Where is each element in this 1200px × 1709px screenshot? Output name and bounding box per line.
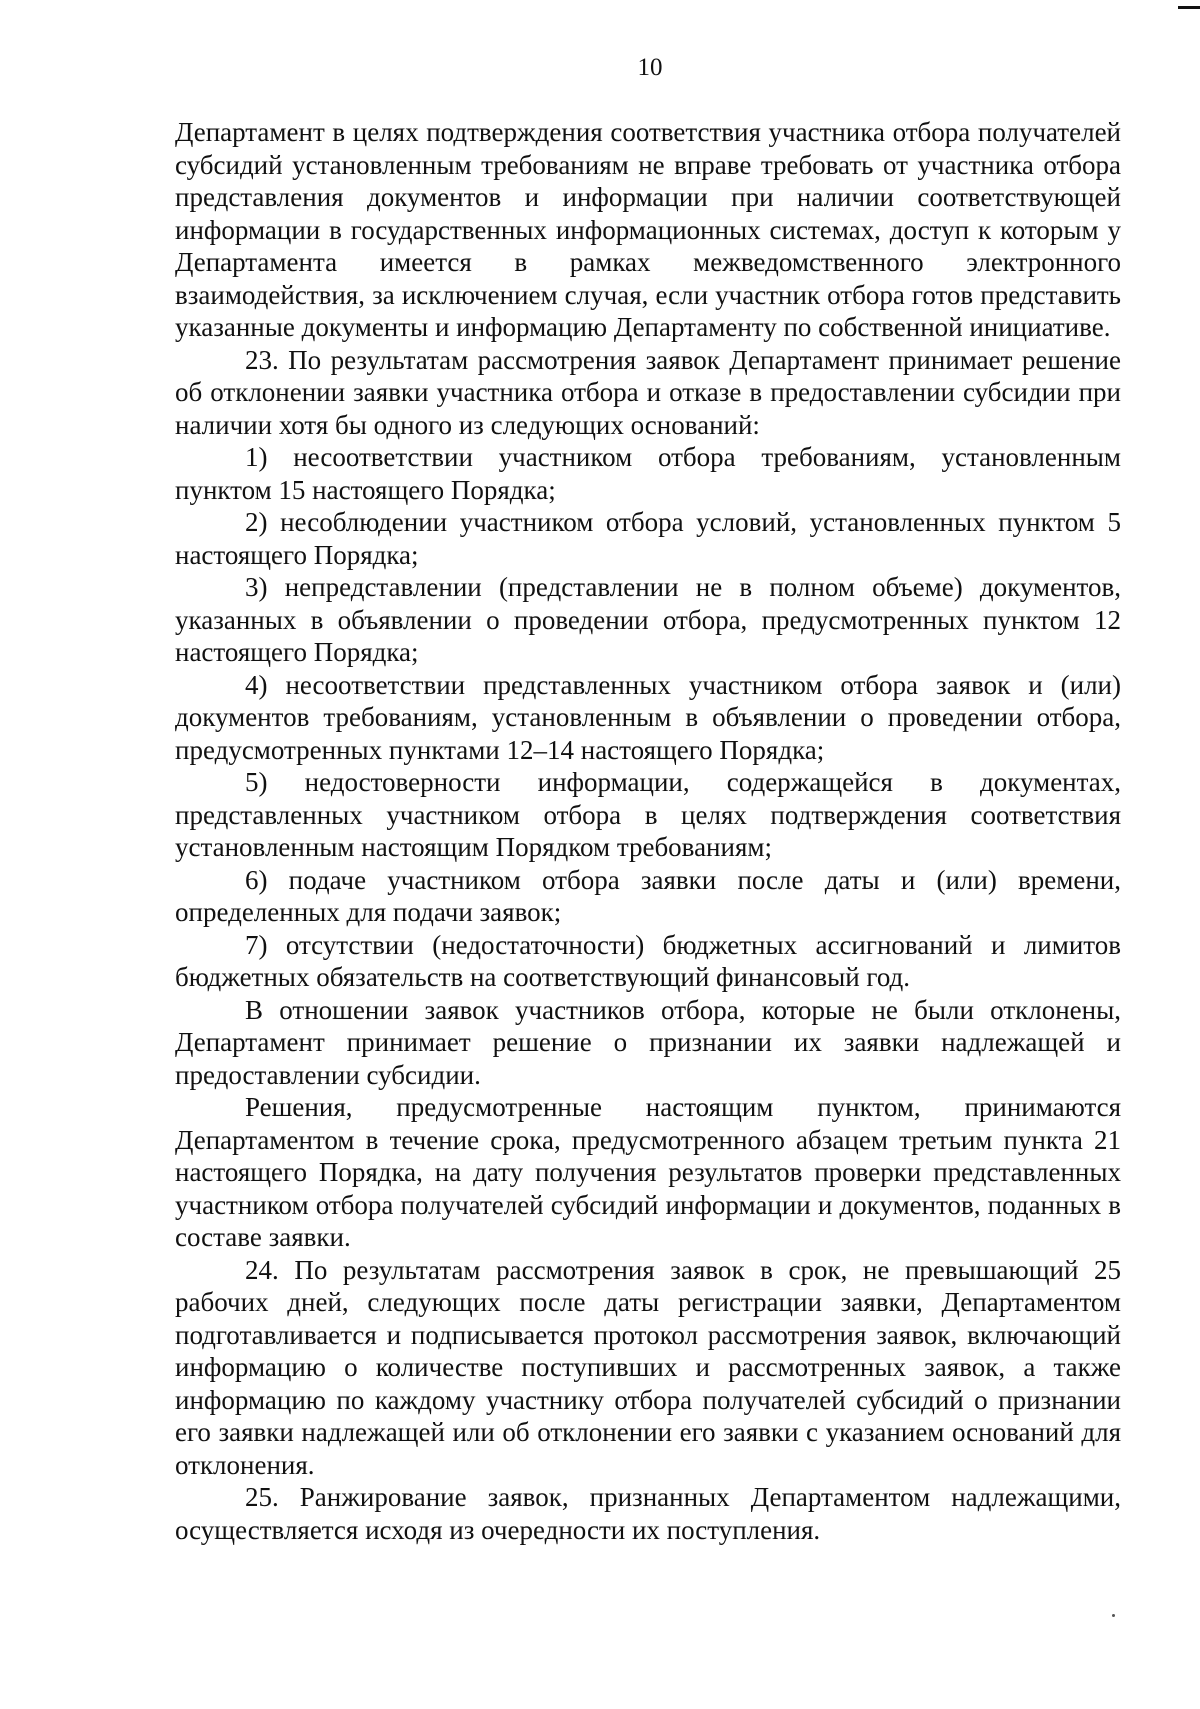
list-item-ground-5: 5) недостоверности информации, содержащейся в документах, представленных участником отбора в целях подтверждения соответствия установленным настоящим Порядком требованиям; xyxy=(175,767,1121,862)
list-item-ground-6: 6) подаче участником отбора заявки после даты и (или) времени, определенных для подачи заявок; xyxy=(175,864,1121,927)
list-item-ground-7: 7) отсутствии (недостаточности) бюджетных ассигнований и лимитов бюджетных обязательств на соответствующий финансовый год. xyxy=(175,929,1121,992)
paragraph-decisions: Решения, предусмотренные настоящим пунктом, принимаются Департаментом в течение срока, предусмотренного абзацем третьим пункта 21 настоящего Порядка, на дату получения результатов проверки представленных участником отбора получателей субсидий информации и документов, поданных в составе заявки. xyxy=(175,1092,1121,1252)
list-item-ground-1: 1) несоответствии участником отбора требованиям, установленным пунктом 15 настоящего Порядка; xyxy=(175,442,1121,505)
paragraph-intro: Департамент в целях подтверждения соответствия участника отбора получателей субсидий установленным требованиям не вправе требовать от участника отбора представления документов и информации при наличии соответствующей информации в государственных информационных системах, доступ к которым у Департамента имеется в рамках межведомственного электронного взаимодействия, за исключением случая, если участник отбора готов представить указанные документы и информацию Департаменту по собственной инициативе. xyxy=(175,117,1121,342)
paragraph-item-25: 25. Ранжирование заявок, признанных Департаментом надлежащими, осуществляется исходя из очередности их поступления. xyxy=(175,1482,1121,1545)
list-item-ground-2: 2) несоблюдении участником отбора условий, установленных пунктом 5 настоящего Порядка; xyxy=(175,507,1121,570)
scan-dot-mark xyxy=(1112,1614,1115,1617)
list-item-ground-4: 4) несоответствии представленных участником отбора заявок и (или) документов требованиям, установленным в объявлении о проведении отбора, предусмотренных пунктами 12–14 настоящего Порядка; xyxy=(175,669,1121,765)
paragraph-not-rejected: В отношении заявок участников отбора, которые не были отклонены, Департамент принимает решение о признании их заявки надлежащей и предоставлении субсидии. xyxy=(175,994,1121,1090)
document-body xyxy=(175,116,1121,1546)
paragraph-item-23: 23. По результатам рассмотрения заявок Департамент принимает решение об отклонении заявки участника отбора и отказе в предоставлении субсидии при наличии хотя бы одного из следующих оснований: xyxy=(175,344,1121,440)
page-number: 10 xyxy=(637,54,663,81)
paragraph-item-24: 24. По результатам рассмотрения заявок в срок, не превышающий 25 рабочих дней, следующих после даты регистрации заявки, Департаментом подготавливается и подписывается протокол рассмотрения заявок, включающий информацию о количестве поступивших и рассмотренных заявок, а также информацию по каждому участнику отбора получателей субсидий о признании его заявки надлежащей или об отклонении его заявки с указанием оснований для отклонения. xyxy=(175,1254,1121,1480)
scan-edge-mark xyxy=(1178,6,1200,9)
list-item-ground-3: 3) непредставлении (представлении не в полном объеме) документов, указанных в объявлении о проведении отбора, предусмотренных пунктом 12 настоящего Порядка; xyxy=(175,572,1121,667)
